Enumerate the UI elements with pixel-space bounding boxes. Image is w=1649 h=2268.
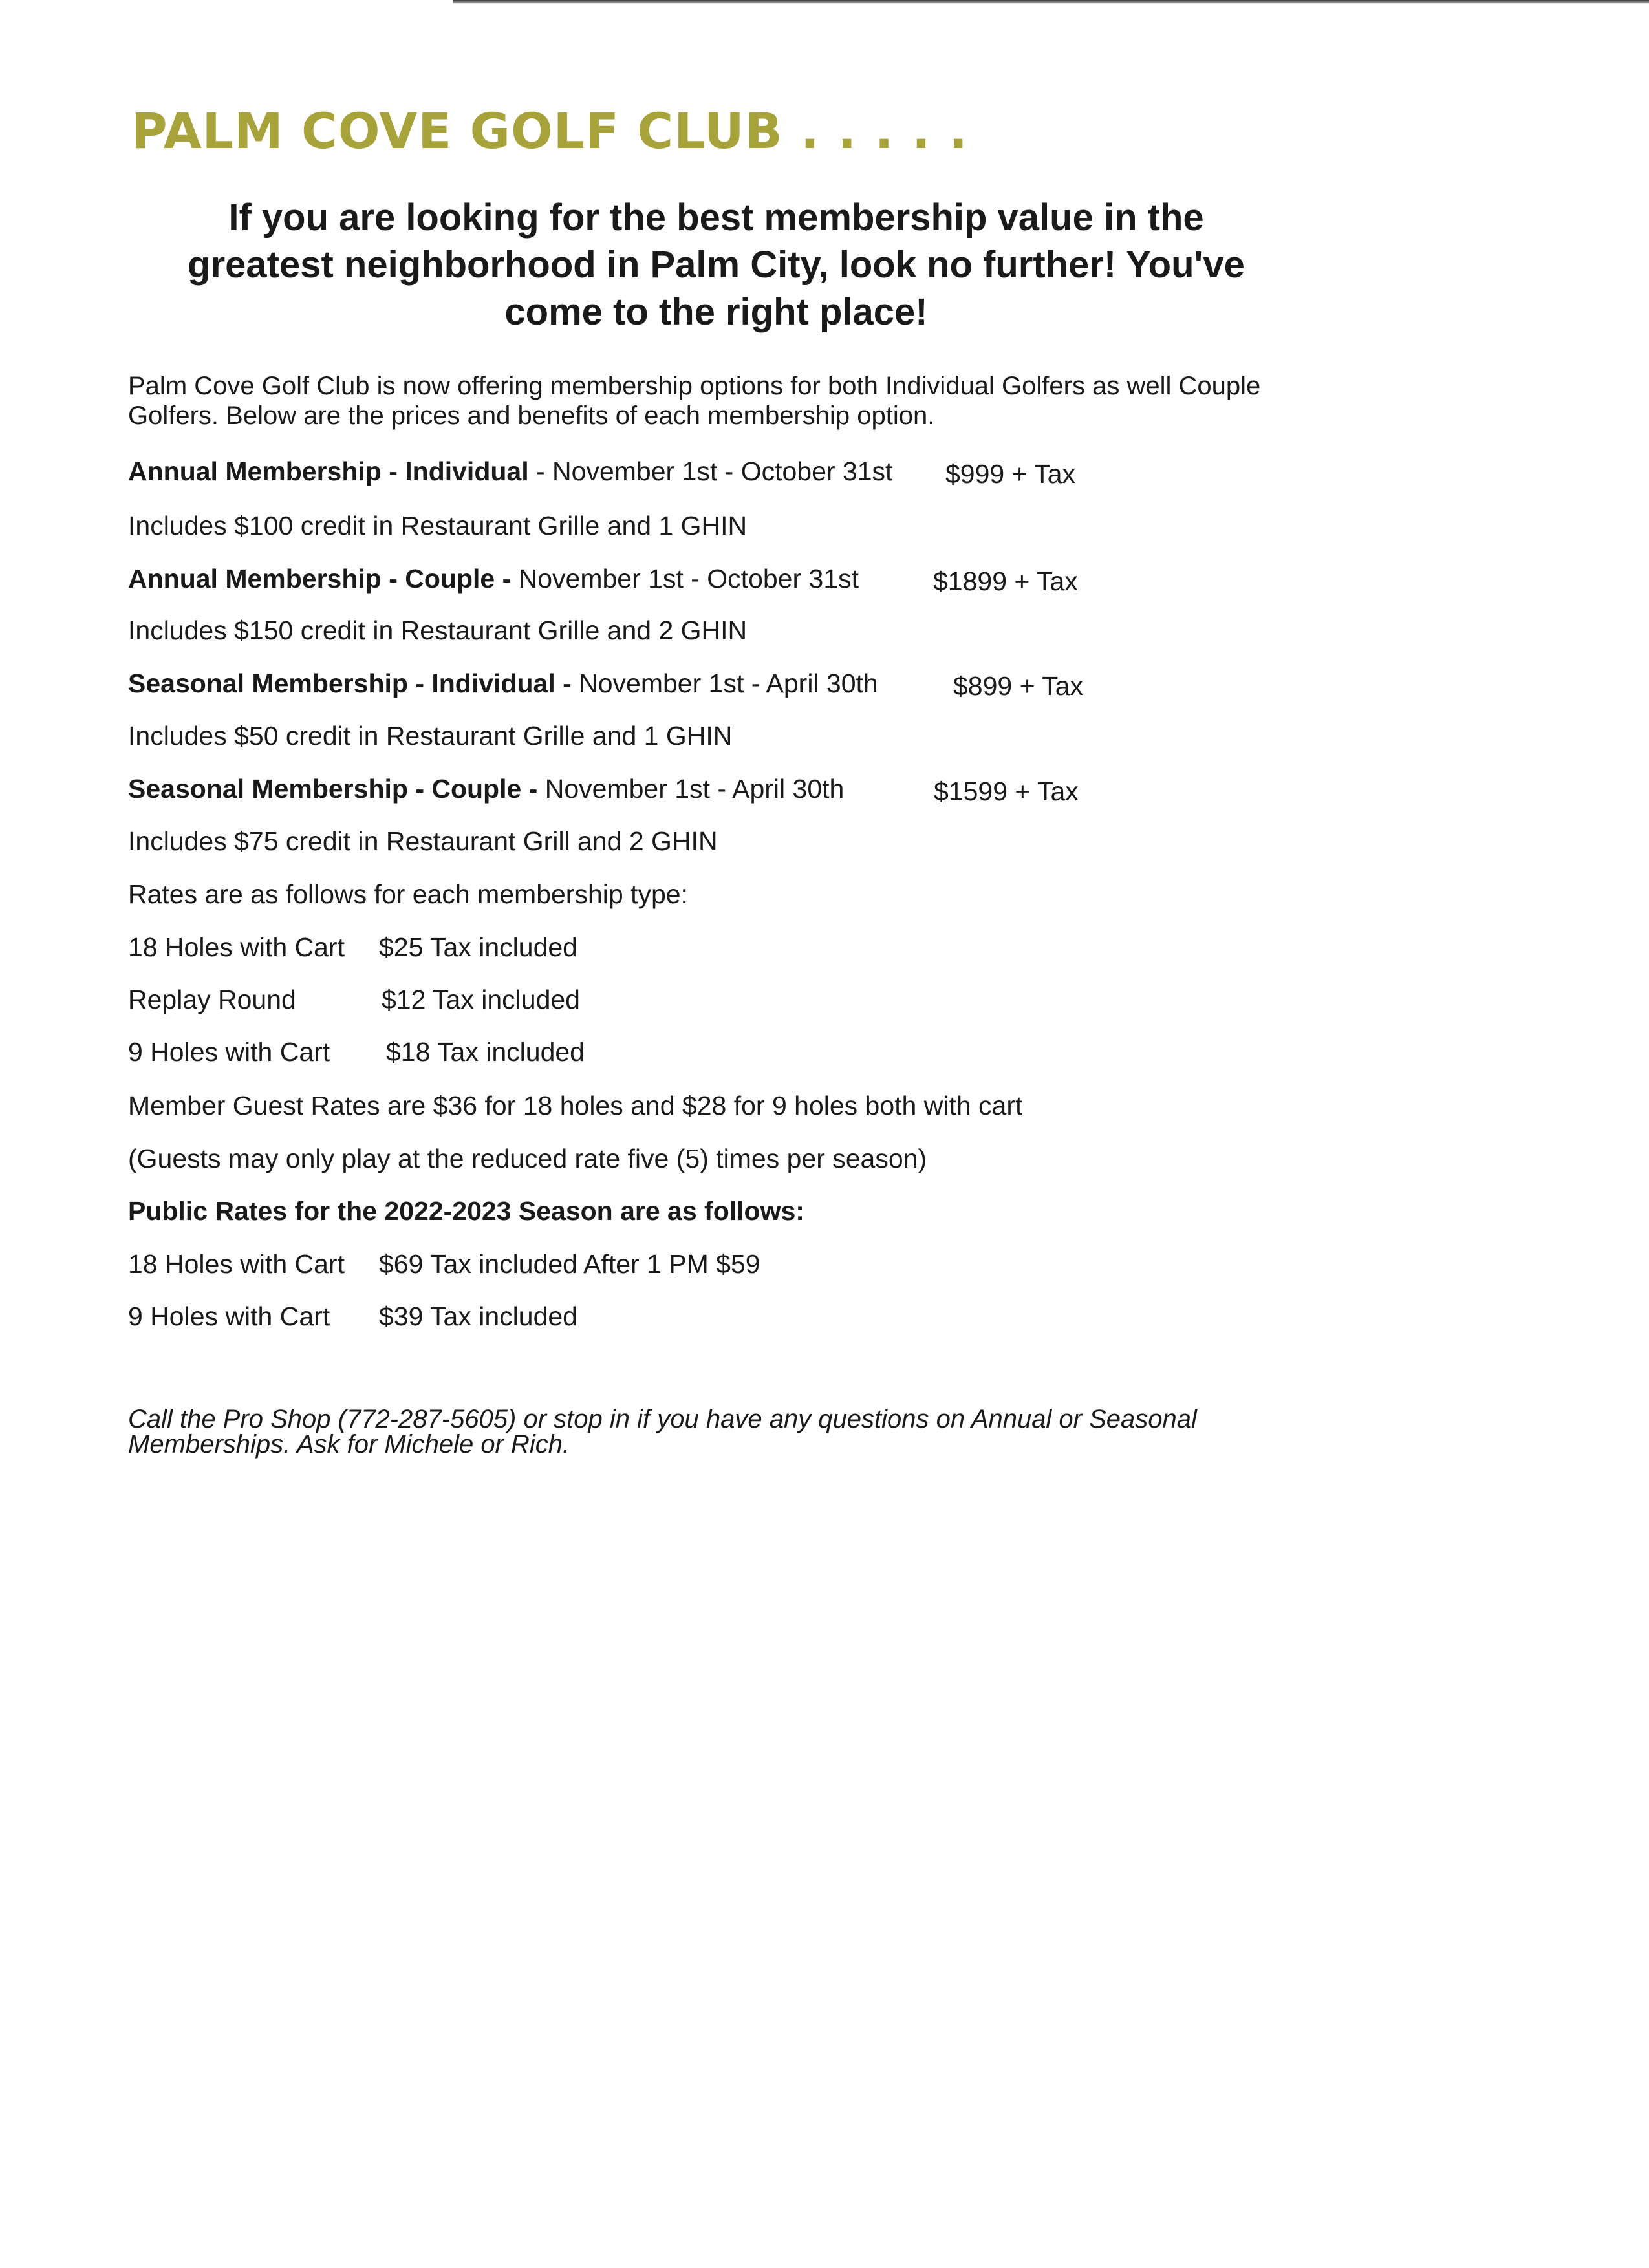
membership-name: Seasonal Membership - Individual - <box>128 669 572 698</box>
membership-includes: Includes $150 credit in Restaurant Grille and 2 GHIN <box>128 615 748 645</box>
membership-annual-individual <box>128 456 892 487</box>
rate-label: 18 Holes with Cart <box>128 932 345 962</box>
public-rates-heading-text: Public Rates for the 2022-2023 Season are as follows: <box>128 1196 804 1226</box>
membership-price: $999 + Tax <box>945 459 1075 489</box>
rate-label: 9 Holes with Cart <box>128 1037 330 1067</box>
public-rate-label: 9 Holes with Cart <box>128 1301 330 1331</box>
public-rate-value: $69 Tax included After 1 PM $59 <box>379 1249 760 1279</box>
guest-note: (Guests may only play at the reduced rate five (5) times per season) <box>128 1144 927 1173</box>
membership-name: Annual Membership - Couple - <box>128 564 512 594</box>
membership-includes: Includes $100 credit in Restaurant Grille and 1 GHIN <box>128 511 748 540</box>
public-rate-label: 18 Holes with Cart <box>128 1249 345 1279</box>
member-rates-intro: Rates are as follows for each membership type: <box>128 879 688 909</box>
club-title: PALM COVE GOLF CLUB . . . . . <box>131 102 969 160</box>
membership-price: $1599 + Tax <box>934 776 1079 806</box>
membership-seasonal-individual <box>128 669 878 699</box>
membership-period: - November 1st - October 31st <box>528 456 893 486</box>
rate-value: $18 Tax included <box>386 1037 585 1067</box>
rate-value: $12 Tax included <box>382 985 580 1014</box>
contact-note <box>128 1407 1389 1457</box>
headline <box>110 194 1322 336</box>
membership-period: November 1st - October 31st <box>511 564 859 594</box>
membership-period: November 1st - April 30th <box>537 774 845 804</box>
membership-seasonal-couple <box>128 774 844 804</box>
headline-line: greatest neighborhood in Palm City, look no further! You've <box>188 244 1245 286</box>
intro-line: Golfers. Below are the prices and benefits of each membership option. <box>128 401 935 430</box>
membership-annual-couple <box>128 564 859 594</box>
membership-name: Seasonal Membership - Couple - <box>128 774 538 804</box>
rate-label: Replay Round <box>128 985 296 1014</box>
membership-price: $899 + Tax <box>953 671 1083 701</box>
rate-value: $25 Tax included <box>379 932 577 962</box>
membership-includes: Includes $50 credit in Restaurant Grille and 1 GHIN <box>128 721 733 751</box>
guest-rates: Member Guest Rates are $36 for 18 holes and $28 for 9 holes both with cart <box>128 1091 1023 1120</box>
contact-line: Memberships. Ask for Michele or Rich. <box>128 1430 570 1459</box>
headline-line: come to the right place! <box>504 291 928 333</box>
headline-line: If you are looking for the best membership value in the <box>228 197 1204 239</box>
membership-price: $1899 + Tax <box>933 566 1078 596</box>
contact-line: Call the Pro Shop (772-287-5605) or stop in if you have any questions on Annual or Seasonal <box>128 1405 1197 1433</box>
intro-paragraph <box>128 371 1357 431</box>
membership-name: Annual Membership - Individual <box>128 456 529 486</box>
scan-edge <box>453 0 1649 4</box>
public-rate-value: $39 Tax included <box>379 1301 577 1331</box>
intro-line: Palm Cove Golf Club is now offering membership options for both Individual Golfers as well Couple <box>128 372 1261 400</box>
membership-period: November 1st - April 30th <box>571 669 878 698</box>
membership-includes: Includes $75 credit in Restaurant Grill and 2 GHIN <box>128 826 718 856</box>
public-rates-heading <box>128 1196 804 1226</box>
